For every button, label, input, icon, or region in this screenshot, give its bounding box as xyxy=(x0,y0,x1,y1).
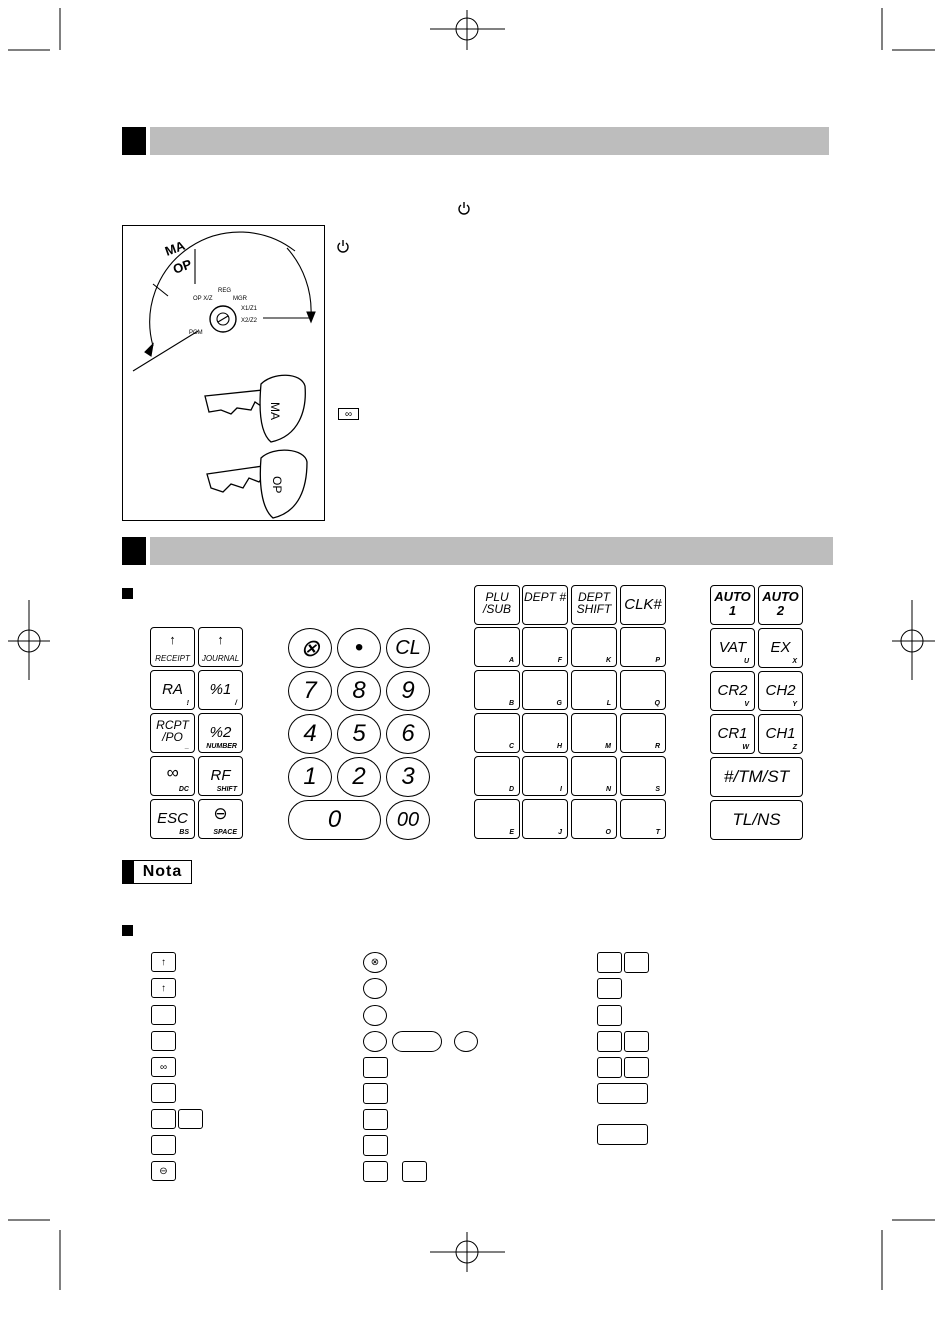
minus-circle-icon: ⊖ xyxy=(213,804,228,823)
func-key-0[interactable] xyxy=(474,585,520,625)
section-1-header-bar xyxy=(150,127,829,155)
key-letter: S xyxy=(655,786,660,793)
key-sublabel: Z xyxy=(792,744,797,751)
double-zero-key[interactable]: 00 xyxy=(386,800,430,840)
key-letter: O xyxy=(605,829,611,836)
key-label: RA xyxy=(162,681,183,698)
key-letter: P xyxy=(655,657,660,664)
digit-key-8[interactable]: 8 xyxy=(337,671,381,711)
key-letter: Q xyxy=(654,700,660,707)
digit-key-2[interactable]: 2 xyxy=(337,757,381,797)
mini-key xyxy=(402,1161,427,1182)
mini-key xyxy=(363,1109,388,1130)
decimal-key[interactable]: • xyxy=(337,628,381,668)
dept-key-t[interactable] xyxy=(620,799,666,839)
key-sublabel: Y xyxy=(792,701,797,708)
mini-key xyxy=(151,1005,176,1025)
key-letter: J xyxy=(558,829,562,836)
key-letter: M xyxy=(605,743,611,750)
key-ma-label: MA xyxy=(268,402,282,420)
mini-key xyxy=(178,1109,203,1129)
key-letter: F xyxy=(557,657,562,664)
arc-label-ma: MA xyxy=(162,237,188,259)
mini-dc-key: ∞ xyxy=(151,1057,176,1077)
dept-key-g[interactable] xyxy=(522,670,568,710)
key-letter: G xyxy=(556,700,562,707)
key-label: RF xyxy=(210,767,231,784)
receipt-key[interactable] xyxy=(150,627,195,667)
note-label-text: Nota xyxy=(142,863,183,880)
key-label: AUTO 2 xyxy=(762,589,799,618)
digit-key-1[interactable]: 1 xyxy=(288,757,332,797)
infinity-icon: ∞ xyxy=(166,763,179,782)
key-sublabel: ! xyxy=(186,700,189,707)
pos-x2z2: X2/Z2 xyxy=(241,318,258,324)
mini-wide-key xyxy=(392,1031,442,1052)
dept-key-h[interactable] xyxy=(522,713,568,753)
arrow-up-icon: ↑ xyxy=(217,632,224,647)
clear-key[interactable]: CL xyxy=(386,628,430,668)
mini-round-key xyxy=(363,1005,387,1026)
mini-key xyxy=(363,1161,388,1182)
key-letter: L xyxy=(606,700,611,707)
mini-key xyxy=(363,1057,388,1078)
key-sublabel: V xyxy=(744,701,749,708)
key-sublabel: U xyxy=(743,658,749,665)
mini-key xyxy=(151,1083,176,1103)
mini-key xyxy=(597,1005,622,1026)
pos-x1z1: X1/Z1 xyxy=(241,306,258,312)
dept-key-s[interactable] xyxy=(620,756,666,796)
key-letter: C xyxy=(508,743,514,750)
key-sublabel: DC xyxy=(178,786,189,793)
key-sublabel: _ xyxy=(185,743,189,750)
ch1-key[interactable] xyxy=(758,714,803,754)
key-letter: T xyxy=(655,829,660,836)
func-key-1[interactable] xyxy=(522,585,568,625)
cr1-key[interactable] xyxy=(710,714,755,754)
key-label: TL/NS xyxy=(732,810,781,829)
dept-key-i[interactable] xyxy=(522,756,568,796)
key-label: #/TM/ST xyxy=(723,767,790,786)
digit-key-4[interactable]: 4 xyxy=(288,714,332,754)
infinity-icon: ∞ xyxy=(338,408,359,420)
key-label: CH2 xyxy=(765,682,796,699)
dept-key-d[interactable] xyxy=(474,756,520,796)
pos-mgr: MGR xyxy=(233,296,247,302)
subsection-marker xyxy=(122,925,133,936)
section-1-marker xyxy=(122,127,146,155)
key-letter: I xyxy=(560,786,562,793)
mini-key xyxy=(151,1031,176,1051)
tm-st-key[interactable] xyxy=(710,757,803,797)
mini-journal-key: ↑ xyxy=(151,978,176,998)
dept-key-j[interactable] xyxy=(522,799,568,839)
key-label: DEPT # xyxy=(523,590,566,604)
mini-key xyxy=(151,1135,176,1155)
key-label: CLK# xyxy=(624,596,662,613)
key-sublabel: / xyxy=(235,700,237,707)
dept-key-e[interactable] xyxy=(474,799,520,839)
mini-receipt-key: ↑ xyxy=(151,952,176,972)
space-key[interactable] xyxy=(198,799,243,839)
pos-reg: REG xyxy=(218,288,232,294)
power-icon xyxy=(457,201,471,215)
key-sublabel: W xyxy=(742,744,749,751)
ra-key[interactable] xyxy=(150,670,195,710)
key-label: CR2 xyxy=(717,682,748,699)
percent2-key[interactable] xyxy=(198,713,243,753)
arrow-up-icon: ↑ xyxy=(169,632,176,647)
key-label: %1 xyxy=(209,681,232,698)
dept-key-p[interactable] xyxy=(620,627,666,667)
mini-multiply-key: ⊗ xyxy=(363,952,387,973)
percent1-key[interactable] xyxy=(198,670,243,710)
pos-pgm: PGM xyxy=(189,330,203,336)
dept-key-m[interactable] xyxy=(571,713,617,753)
digit-key-0[interactable]: 0 xyxy=(288,800,381,840)
ch2-key[interactable] xyxy=(758,671,803,711)
mini-key xyxy=(151,1109,176,1129)
section-2-header-bar xyxy=(150,537,833,565)
key-letter: E xyxy=(509,829,514,836)
mini-key xyxy=(363,1135,388,1156)
journal-key[interactable] xyxy=(198,627,243,667)
key-label: RECEIPT xyxy=(155,654,190,663)
key-label: JOURNAL xyxy=(201,654,240,663)
subsection-marker xyxy=(122,588,133,599)
pos-opxz: OP X/Z xyxy=(193,296,213,302)
key-label: %2 xyxy=(209,724,232,741)
key-label: PLU /SUB xyxy=(482,590,511,616)
digit-key-3[interactable]: 3 xyxy=(386,757,430,797)
multiply-key[interactable]: ⊗ xyxy=(288,628,332,668)
mini-wide-key xyxy=(597,1124,648,1145)
mini-key xyxy=(624,1057,649,1078)
dept-key-r[interactable] xyxy=(620,713,666,753)
mini-key xyxy=(624,1031,649,1052)
mode-switch-box xyxy=(122,225,325,521)
mini-round-key xyxy=(454,1031,478,1052)
mini-key xyxy=(597,952,622,973)
key-label: DEPT SHIFT xyxy=(576,590,612,616)
mini-wide-key xyxy=(597,1083,648,1104)
mini-key xyxy=(597,978,622,999)
auto2-key[interactable] xyxy=(758,585,803,625)
mini-key xyxy=(363,1083,388,1104)
esc-key[interactable] xyxy=(150,799,195,839)
key-sublabel: SHIFT xyxy=(216,786,237,793)
dept-key-b[interactable] xyxy=(474,670,520,710)
digit-key-6[interactable]: 6 xyxy=(386,714,430,754)
key-letter: H xyxy=(556,743,562,750)
tl-ns-key[interactable] xyxy=(710,800,803,840)
mini-key xyxy=(624,952,649,973)
key-label: VAT xyxy=(718,639,747,656)
dept-key-f[interactable] xyxy=(522,627,568,667)
mini-round-key xyxy=(363,978,387,999)
arc-label-op: OP xyxy=(170,256,194,277)
ex-key[interactable] xyxy=(758,628,803,668)
key-sublabel: BS xyxy=(179,829,189,836)
key-label: CH1 xyxy=(765,725,796,742)
dept-key-c[interactable] xyxy=(474,713,520,753)
dept-key-k[interactable] xyxy=(571,627,617,667)
func-key-2[interactable] xyxy=(571,585,617,625)
key-label: AUTO 1 xyxy=(714,589,751,618)
key-letter: K xyxy=(605,657,611,664)
dept-key-n[interactable] xyxy=(571,756,617,796)
digit-key-9[interactable]: 9 xyxy=(386,671,430,711)
key-sublabel: NUMBER xyxy=(206,743,237,750)
dept-key-a[interactable] xyxy=(474,627,520,667)
dept-key-l[interactable] xyxy=(571,670,617,710)
key-label: EX xyxy=(770,639,791,656)
mini-key xyxy=(597,1057,622,1078)
vat-key[interactable] xyxy=(710,628,755,668)
key-sublabel: X xyxy=(792,658,797,665)
mini-key xyxy=(597,1031,622,1052)
dc-key[interactable] xyxy=(150,756,195,796)
key-label: ESC xyxy=(157,810,188,827)
key-letter: R xyxy=(654,743,660,750)
key-letter: A xyxy=(508,657,514,664)
digit-key-5[interactable]: 5 xyxy=(337,714,381,754)
func-key-3[interactable] xyxy=(620,585,666,625)
key-letter: N xyxy=(605,786,611,793)
key-label: CR1 xyxy=(717,725,748,742)
cr2-key[interactable] xyxy=(710,671,755,711)
dept-key-o[interactable] xyxy=(571,799,617,839)
digit-key-7[interactable]: 7 xyxy=(288,671,332,711)
rcpt-po-key[interactable] xyxy=(150,713,195,753)
mode-switch-diagram xyxy=(123,226,326,522)
mini-round-key xyxy=(363,1031,387,1052)
key-op-label: OP xyxy=(270,476,284,494)
rf-key[interactable] xyxy=(198,756,243,796)
mini-minus-key: ⊖ xyxy=(151,1161,176,1181)
key-letter: D xyxy=(508,786,514,793)
auto1-key[interactable] xyxy=(710,585,755,625)
dept-key-q[interactable] xyxy=(620,670,666,710)
section-2-marker xyxy=(122,537,146,565)
key-letter: B xyxy=(508,700,514,707)
key-sublabel: SPACE xyxy=(213,829,237,836)
key-label: RCPT /PO xyxy=(156,718,189,744)
note-label xyxy=(122,860,192,884)
power-icon xyxy=(336,239,350,253)
